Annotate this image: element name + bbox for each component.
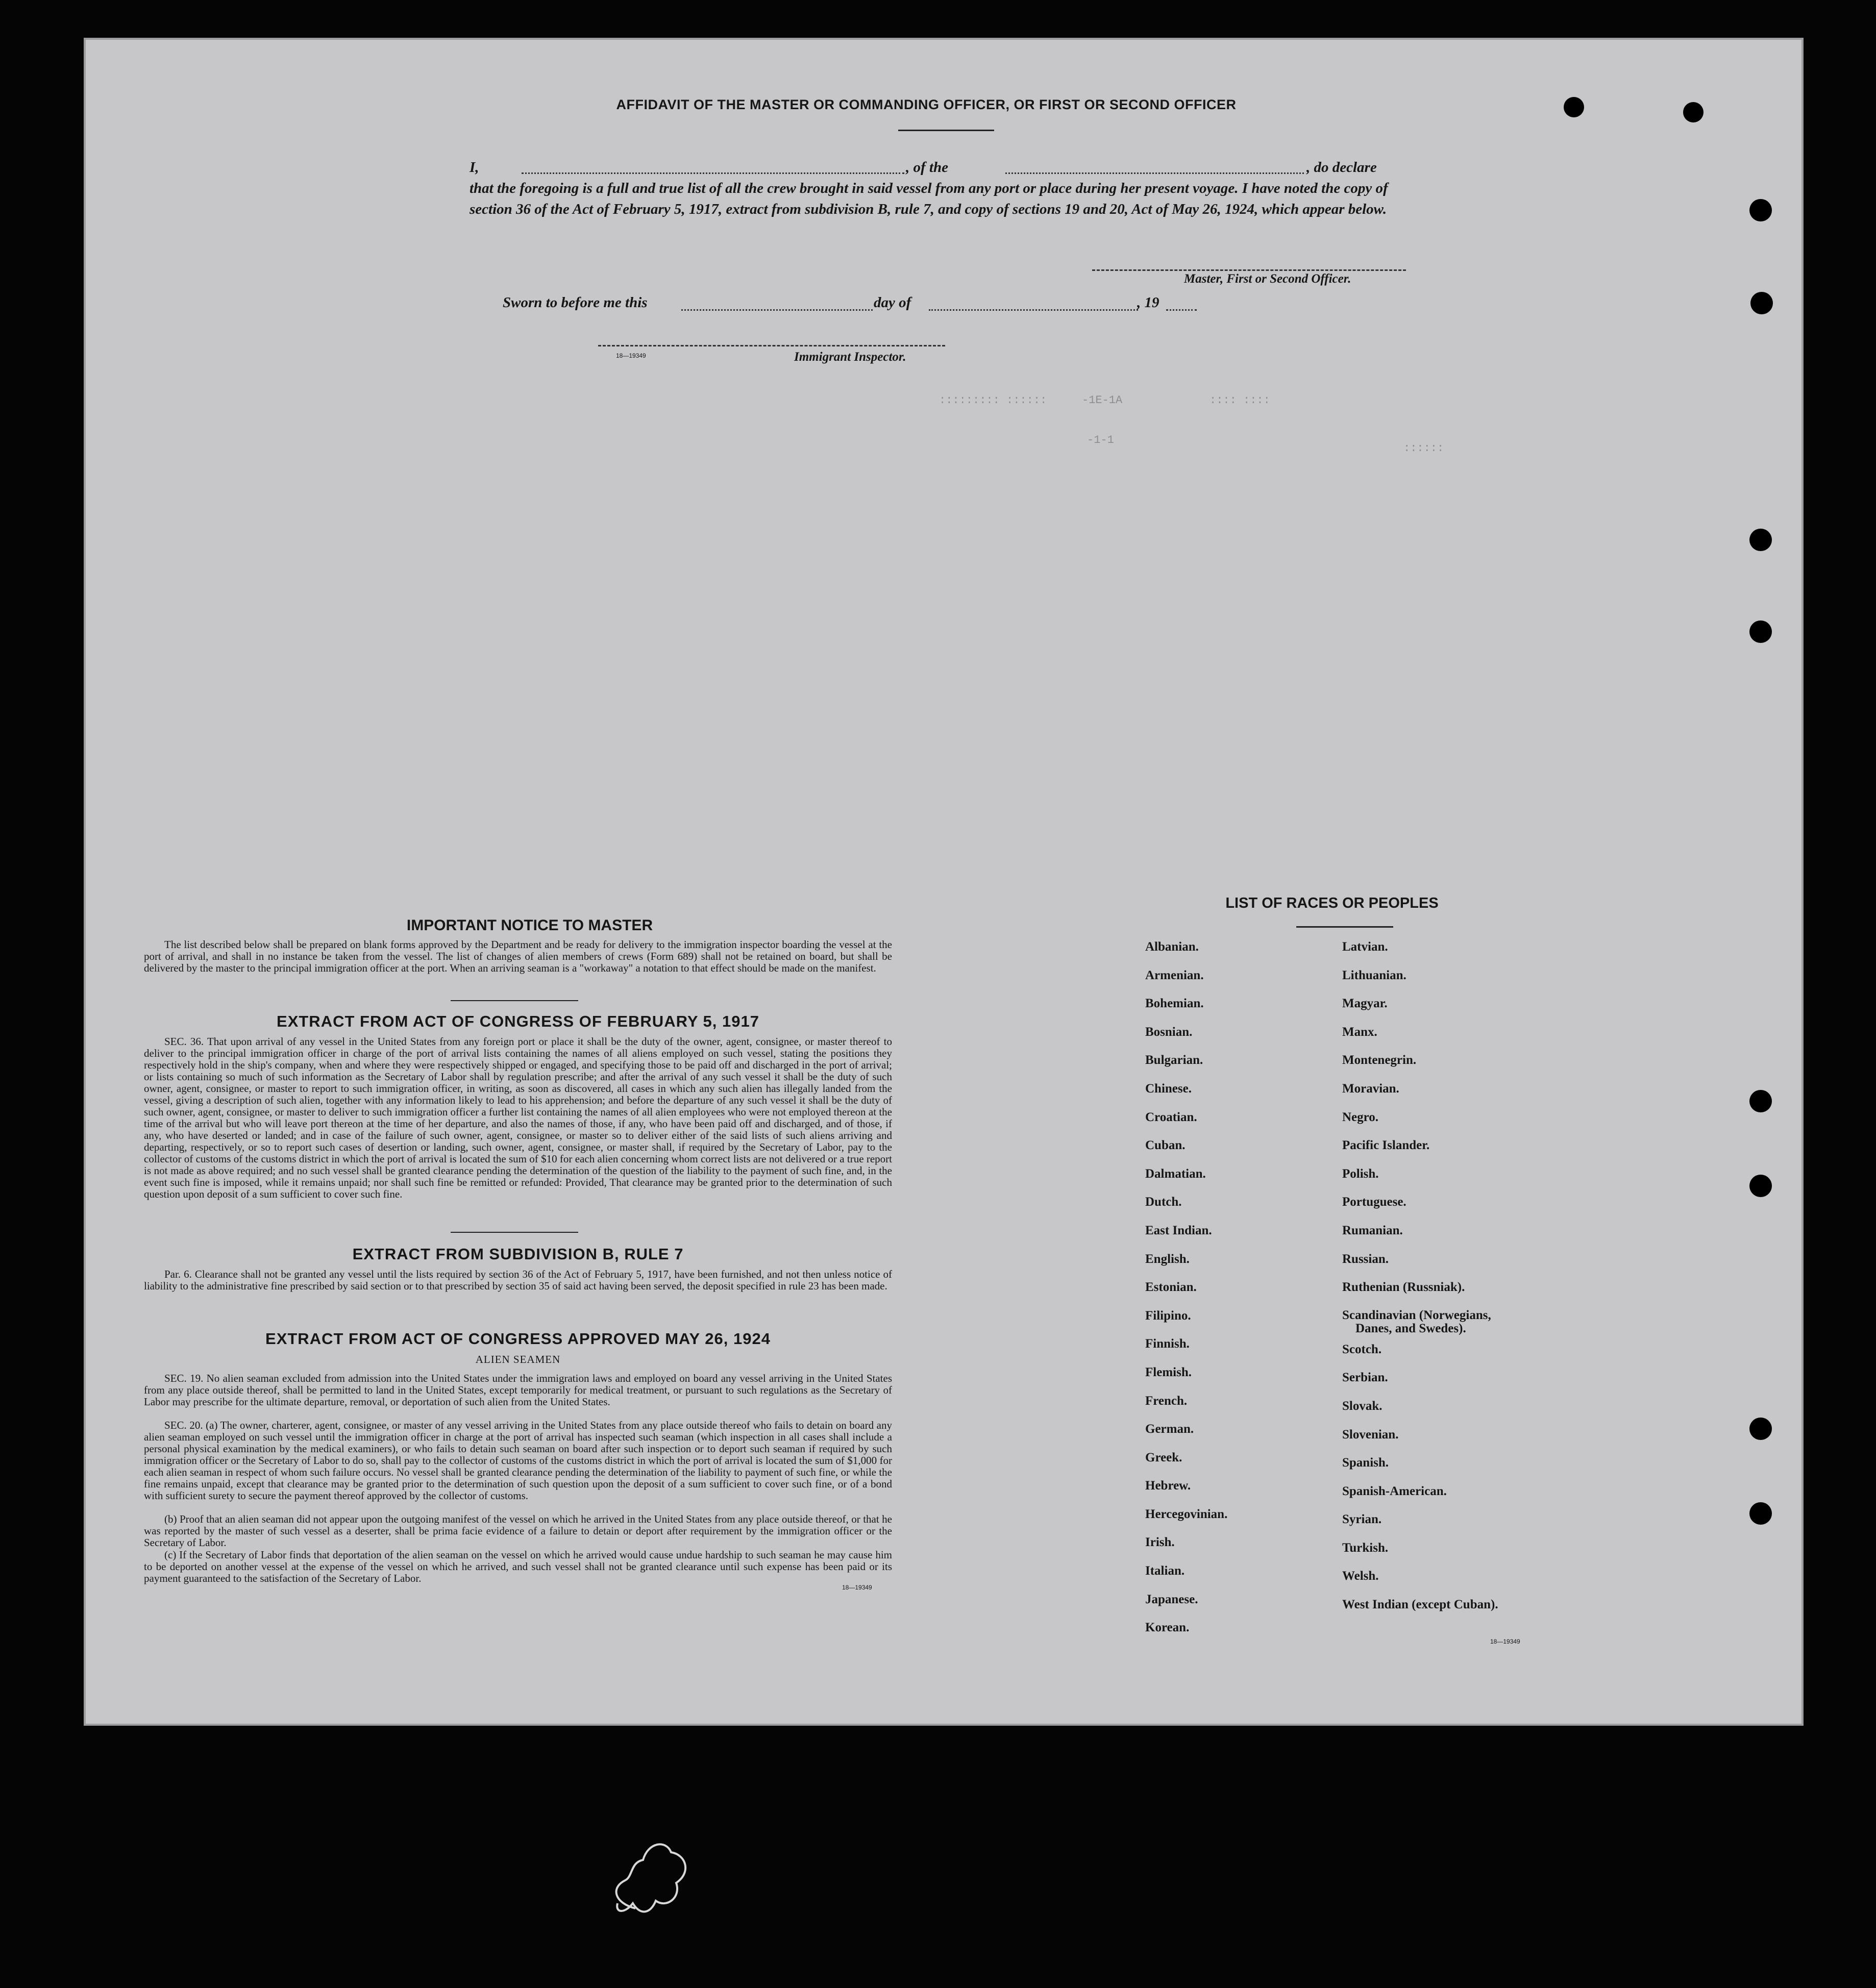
race-item: Serbian. [1342, 1371, 1388, 1385]
extract-rule7-title: EXTRACT FROM SUBDIVISION B, RULE 7 [352, 1245, 684, 1263]
punch-hole [1749, 620, 1772, 643]
race-item: Slovenian. [1342, 1427, 1399, 1442]
sworn-month-blank [929, 296, 1138, 311]
signature-label: Master, First or Second Officer. [1184, 272, 1351, 286]
bleed-through-mark: -1E-1A [1082, 394, 1123, 407]
year-blank [1166, 296, 1197, 311]
race-item: Korean. [1145, 1621, 1190, 1635]
affidavit-do-declare: , do declare [1306, 159, 1377, 176]
race-item: Portuguese. [1342, 1195, 1406, 1209]
extract-rule7-body: Par. 6. Clearance shall not be granted any vessel until the lists required by section 36 of the Act of February 5, 1917, have been furnished, and not then unless notice of liability to the administrative fine prescribed by said section or to that prescribed by section 35 of said act having been served, the deposit specified in rule 23 has been made. [144, 1268, 892, 1292]
bleed-through-mark: :::: :::: [1209, 394, 1270, 407]
race-item: Bulgarian. [1145, 1053, 1203, 1067]
punch-hole [1749, 1502, 1772, 1525]
race-item: Turkish. [1342, 1540, 1389, 1555]
bleed-through-mark: ::::::::: :::::: [939, 394, 1047, 407]
day-of-label: day of [874, 294, 911, 311]
sworn-date-blank [681, 296, 873, 311]
extract-1924-sec19: SEC. 19. No alien seaman excluded from admission into the United States under the immigration laws and employed on board any vessel arriving in the United States from any place outside thereof, shall be permitted to land in the United States, except temporarily for medical treatment, or pursuant to such regulations as the Secretary of Labor may prescribe for the ultimate departure, removal, or deportation of such alien from the United States. [144, 1372, 892, 1408]
race-item: Irish. [1145, 1535, 1175, 1550]
punch-hole [1749, 529, 1772, 551]
divider [451, 1232, 578, 1233]
affidavit-i: I, [470, 159, 479, 176]
race-item: Estonian. [1145, 1280, 1197, 1295]
race-item: Croatian. [1145, 1110, 1197, 1124]
year-prefix: , 19 [1137, 294, 1159, 311]
punch-hole [1749, 1175, 1772, 1197]
vessel-blank [1005, 157, 1304, 174]
race-item: Finnish. [1145, 1337, 1190, 1351]
race-item: Pacific Islander. [1342, 1138, 1430, 1153]
race-item: Montenegrin. [1342, 1053, 1417, 1067]
race-item: Albanian. [1145, 940, 1199, 954]
race-item: Syrian. [1342, 1512, 1382, 1527]
race-item [1342, 1309, 1498, 1343]
extract-1924-title: EXTRACT FROM ACT OF CONGRESS APPROVED MAY 26, 1924 [265, 1330, 771, 1348]
race-item: Armenian. [1145, 968, 1204, 982]
races-right-column [1342, 940, 1498, 1626]
extract-form-number: 18—19349 [842, 1584, 872, 1591]
race-item: Manx. [1342, 1025, 1377, 1039]
race-item: Bosnian. [1145, 1025, 1193, 1039]
race-item: Bohemian. [1145, 997, 1204, 1011]
race-item: East Indian. [1145, 1223, 1212, 1237]
bleed-through-mark: :::::: [1403, 442, 1444, 455]
title-underline [898, 130, 994, 131]
notice-body: The list described below shall be prepared on blank forms approved by the Department and be ready for delivery to the immigration inspector boarding the vessel at the port of arrival, and shall in no instance be taken from the vessel. The list of changes of alien members of crews (Form 689) shall not be retained on board, but shall be delivered by the master to the principal immigration officer at the port. When an arriving seaman is a "workaway" a notation to that effect should be made on the manifest. [144, 938, 892, 974]
race-item: Rumanian. [1342, 1223, 1403, 1237]
punch-hole [1683, 102, 1704, 122]
sworn-label: Sworn to before me this [503, 294, 648, 311]
extract-1924-sec20b: (b) Proof that an alien seaman did not appear upon the outgoing manifest of the vessel on which he arrived in the United States from any place outside thereof, or that he was reported by the master of such vessel as a deserter, shall be prima facie evidence of a failure to detain or deport after requirement by the immigration officer or the Secretary of Labor. [144, 1513, 892, 1549]
race-item: Welsh. [1342, 1569, 1379, 1583]
race-item: Slovak. [1342, 1399, 1383, 1413]
punch-hole [1749, 1418, 1772, 1440]
race-item: Italian. [1145, 1564, 1185, 1578]
affidavit-form-number: 18—19349 [616, 352, 646, 359]
race-item-scandinavian-cont: Danes, and Swedes). [1355, 1321, 1466, 1335]
race-item: Filipino. [1145, 1308, 1191, 1323]
race-item: Spanish. [1342, 1456, 1389, 1470]
races-title-underline [1296, 926, 1393, 928]
race-item: Lithuanian. [1342, 968, 1406, 982]
race-item: Japanese. [1145, 1592, 1198, 1606]
race-item: Hebrew. [1145, 1479, 1191, 1493]
extract-1917-title: EXTRACT FROM ACT OF CONGRESS OF FEBRUARY 5, 1917 [277, 1012, 759, 1030]
divider [451, 1000, 578, 1001]
race-item: Russian. [1342, 1252, 1389, 1266]
extract-1924-sec20a: SEC. 20. (a) The owner, charterer, agent, consignee, or master of any vessel arriving in the United States from any place outside thereof who fails to detain on board any alien seaman employed on such vessel until the immigration officer in charge at the port of arrival has inspected such seaman (which inspection in all cases shall include a personal physical examination by the medical examiners), or who fails to detain such seaman on board after such inspection or to deport such seaman if required by such immigration officer or the Secretary of Labor to do so, shall pay to the collector of customs of the customs district in which the port of arrival is located the sum of $1,000 for each alien seaman in respect of whom such failure occurs. No vessel shall be granted clearance pending the determination of the liability to payment of such fine, or while the fine remains unpaid, except that clearance may be granted prior to the determination of such question upon the deposit of a sum sufficient to cover such fine, or of a bond with sufficient surety to secure the payment thereof approved by the collector of customs. [144, 1419, 892, 1502]
signature-line [1092, 255, 1406, 271]
punch-hole [1750, 292, 1773, 314]
race-item: Scotch. [1342, 1342, 1382, 1356]
race-item: French. [1145, 1394, 1188, 1408]
scribble-mark [605, 1832, 699, 1921]
race-item: Dalmatian. [1145, 1166, 1206, 1181]
race-item: Cuban. [1145, 1138, 1186, 1153]
races-title: LIST OF RACES OR PEOPLES [1225, 895, 1439, 911]
affidavit-of-the: , of the [906, 159, 948, 176]
race-item: Spanish-American. [1342, 1484, 1447, 1498]
race-item: Ruthenian (Russniak). [1342, 1280, 1465, 1295]
race-item: West Indian (except Cuban). [1342, 1598, 1498, 1612]
name-blank [522, 157, 904, 174]
extract-1924-subtitle: ALIEN SEAMEN [475, 1353, 561, 1365]
extract-1917-body: SEC. 36. That upon arrival of any vessel in the United States from any foreign port or place it shall be the duty of the owner, agent, consignee, or master thereof to deliver to the principal immigration officer in charge of the port of arrival lists containing the names of all aliens employed on such vessel, stating the positions they respectively hold in the ship's company, when and where they were respectively shipped or engaged, and specifying those to be paid off and discharged in the port of arrival; or lists containing so much of such information as the Secretary of Labor shall by regulation prescribe; and after the arrival of any such vessel it shall be the duty of such owner, agent, consignee, or master to report to such immigration officer, in writing, as soon as discovered, all cases in which any such alien has illegally landed from the vessel, giving a description of such alien, together with any information likely to lead to his apprehension; and before the departure of any such vessel it shall be the duty of such owner, agent, consignee, or master to deliver to such immigration officer a further list containing the names of all alien employees who were not employed thereon at the time of the arrival but who will leave port thereon at the time of her departure, and also the names of those, if any, who have been paid off and discharged, and of those, if any, who have deserted or landed; and in case of the failure of such owner, agent, consignee, or master so to deliver either of the said lists of such aliens arriving and departing, respectively, or so to report such cases of desertion or landing, such owner, agent, consignee, or master shall, if required by the Secretary of Labor, pay to the collector of customs of the customs district in which the port of arrival is located the sum of $10 for each alien concerning whom correct lists are not delivered or a true report is not made as above required; and no such vessel shall be granted clearance pending the determination of the question of the liability to the payment of such fine, and, in the event such fine is imposed, while it remains unpaid; nor shall such fine be remitted or refunded: Provided, That clearance may be granted prior to the determination of such question upon deposit of a sum sufficient to cover such fine. [144, 1035, 892, 1200]
punch-hole [1564, 97, 1584, 117]
race-item: English. [1145, 1252, 1190, 1266]
bleed-through-mark: -1-1 [1087, 434, 1114, 446]
inspector-line [598, 335, 945, 346]
race-item: Hercegovinian. [1145, 1507, 1228, 1521]
race-item: Chinese. [1145, 1081, 1192, 1096]
race-item-scandinavian: Scandinavian (Norwegians, [1342, 1308, 1491, 1322]
race-item: Latvian. [1342, 940, 1388, 954]
race-item: Flemish. [1145, 1365, 1192, 1379]
notice-title: IMPORTANT NOTICE TO MASTER [406, 917, 653, 934]
affidavit-statement [470, 157, 1424, 220]
race-item: Greek. [1145, 1450, 1182, 1464]
race-item: Moravian. [1342, 1081, 1399, 1096]
races-left-column [1145, 940, 1227, 1649]
inspector-label: Immigrant Inspector. [794, 350, 906, 364]
race-item: Negro. [1342, 1110, 1379, 1124]
punch-hole [1749, 199, 1772, 221]
race-item: Dutch. [1145, 1195, 1182, 1209]
races-form-number: 18—19349 [1490, 1638, 1520, 1645]
race-item: Polish. [1342, 1166, 1379, 1181]
race-item: Magyar. [1342, 997, 1388, 1011]
extract-1924-sec20c: (c) If the Secretary of Labor finds that deportation of the alien seaman on the vessel on which he arrived would cause undue hardship to such seaman he may cause him to be deported on another vessel at the expense of the vessel on which he arrived, and such vessel shall not be granted clearance until such expense has been paid or its payment guaranteed to the satisfaction of the Secretary of Labor. [144, 1549, 892, 1584]
punch-hole [1749, 1090, 1772, 1112]
affidavit-body: that the foregoing is a full and true list of all the crew brought in said vessel from any port or place during her present voyage. I have noted the copy of section 36 of the Act of February 5, 1917, extract from subdivision B, rule 7, and copy of sections 19 and 20, Act of May 26, 1924, which appear below. [470, 180, 1388, 217]
race-item: German. [1145, 1422, 1194, 1436]
affidavit-title: AFFIDAVIT OF THE MASTER OR COMMANDING OFFICER, OR FIRST OR SECOND OFFICER [616, 97, 1237, 112]
